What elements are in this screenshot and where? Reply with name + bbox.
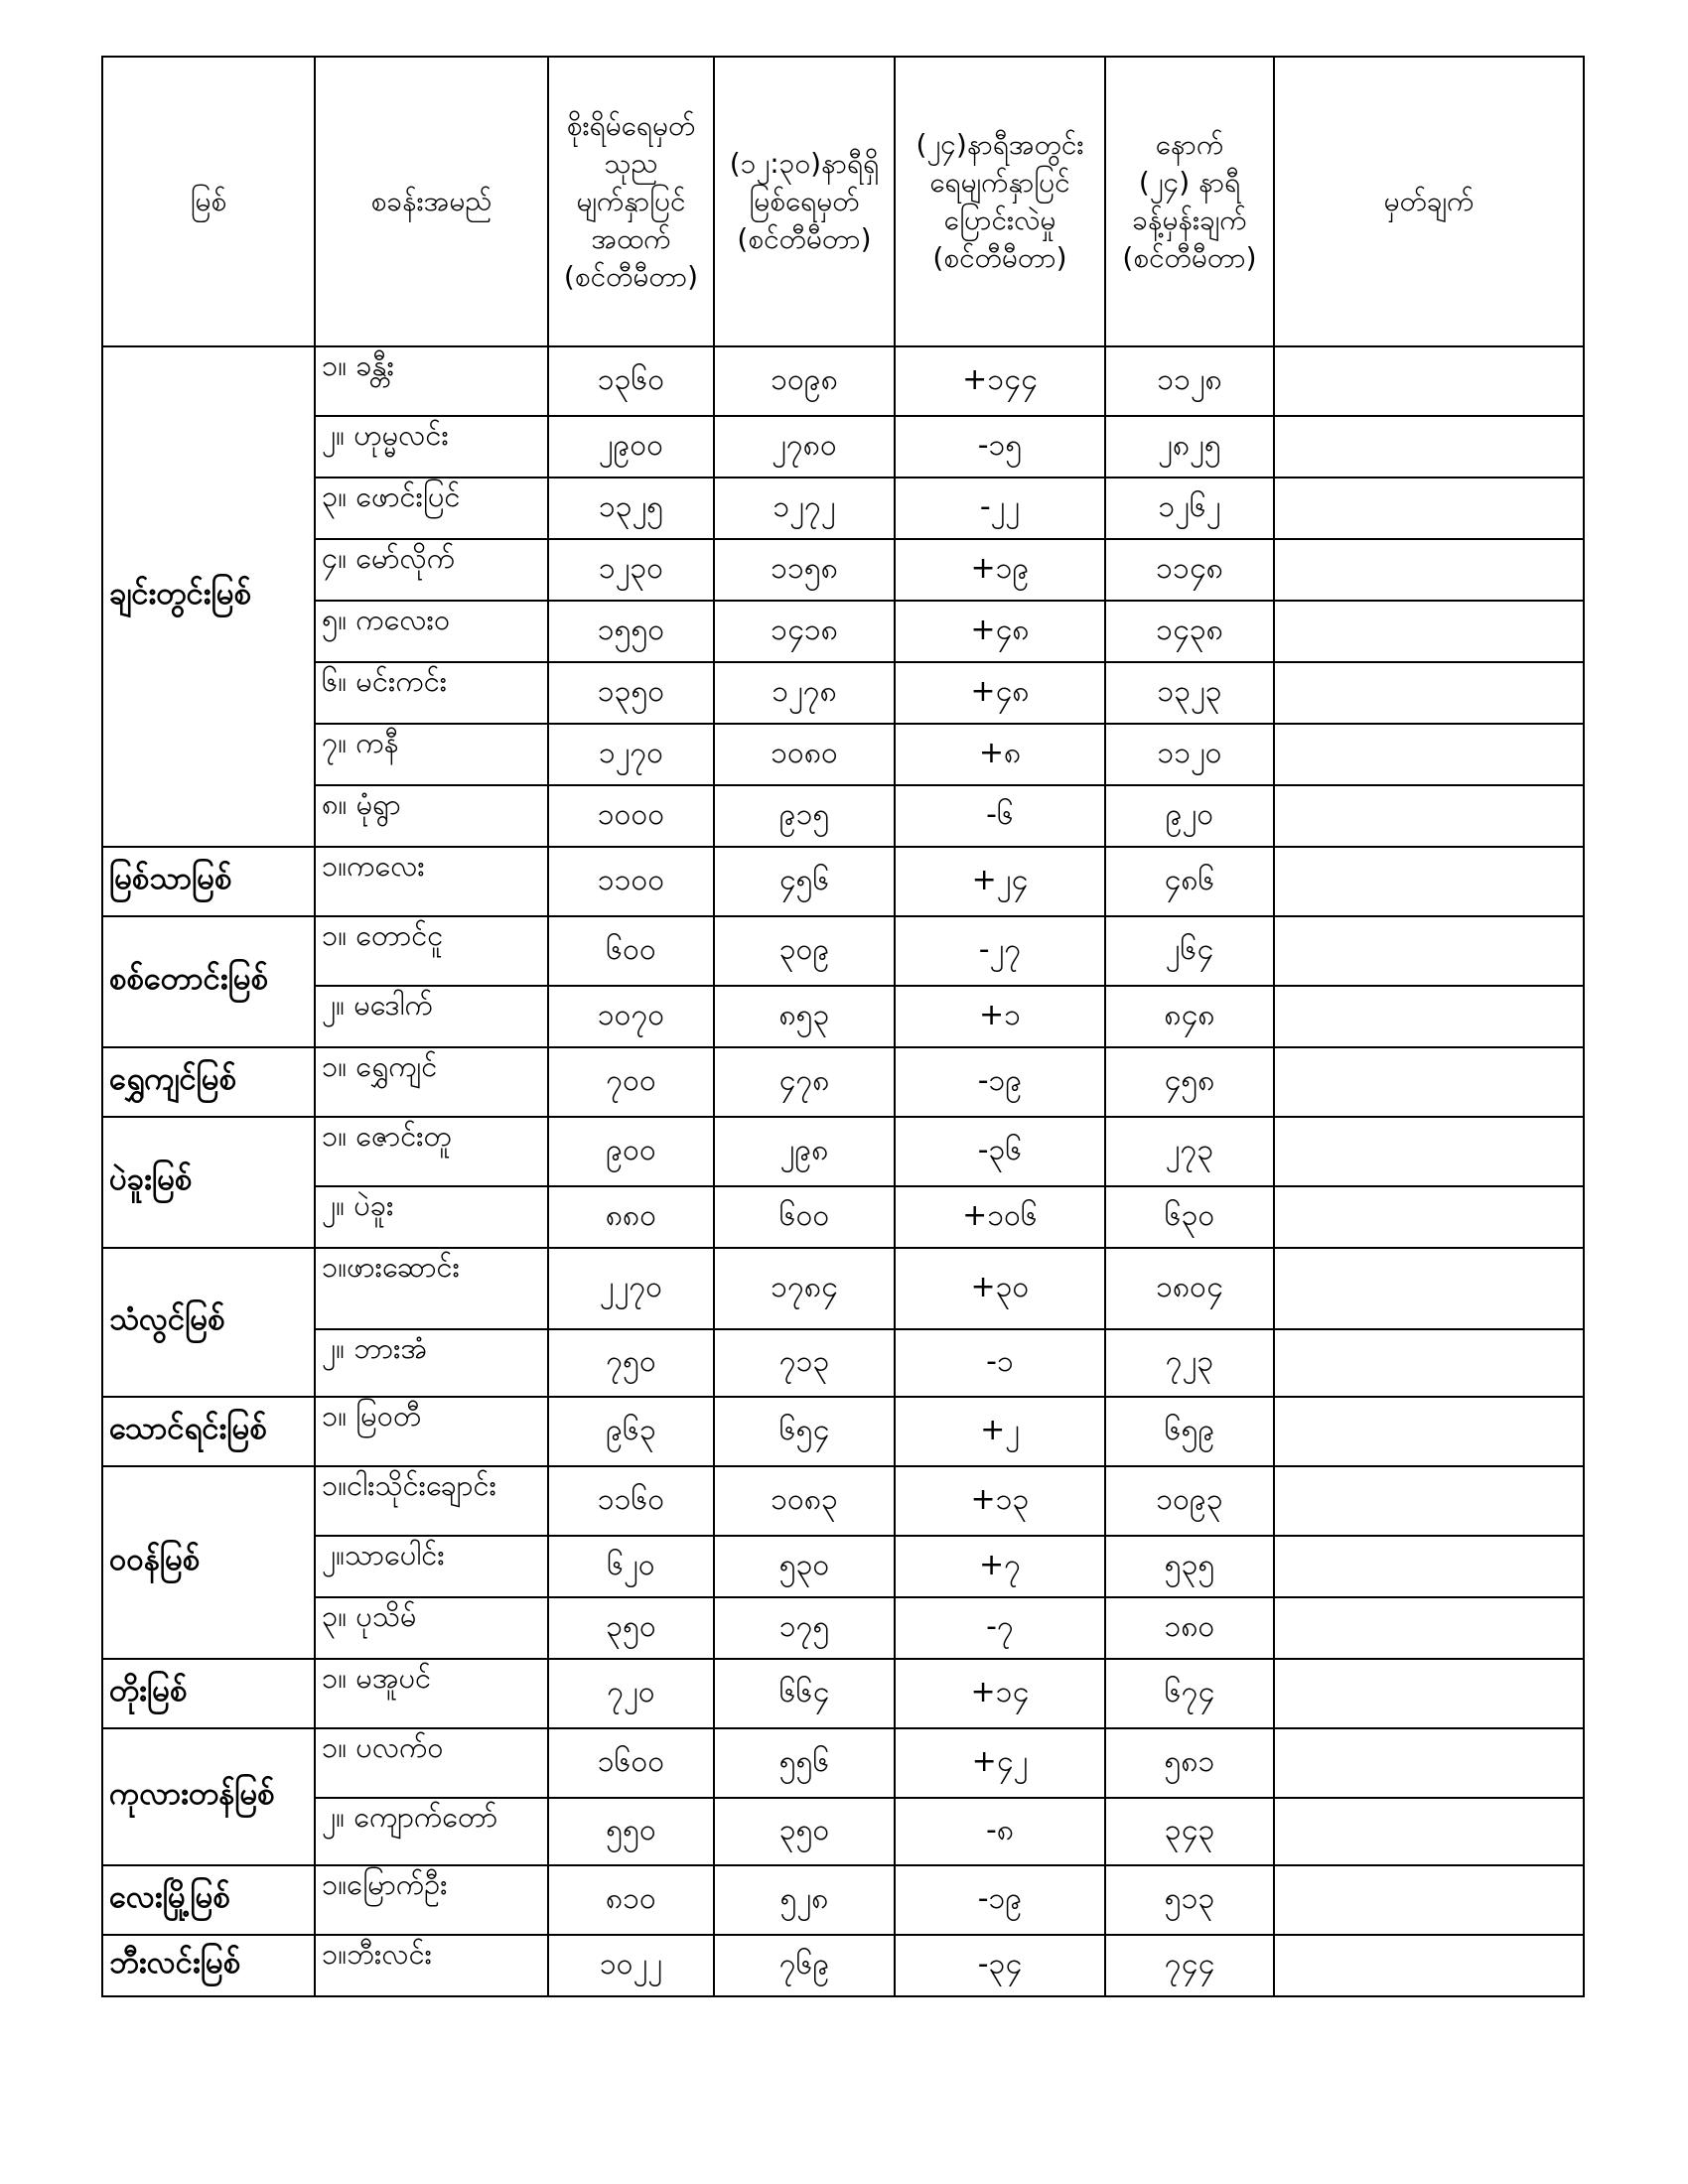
danger-level: ၇၂၀	[548, 1659, 714, 1728]
station-name: ၁။ မြဝတီ	[315, 1397, 548, 1466]
table-row	[102, 416, 1584, 478]
station-name: ၁။ ခန္တီး	[315, 346, 548, 416]
station-name: ၇။ ကနီ	[315, 724, 548, 785]
forecast-level: ၁၁၂၀	[1105, 724, 1274, 785]
remark	[1274, 478, 1584, 539]
header-line: (၂၄) နာရီ	[1138, 166, 1241, 199]
header-line: (၁၂:၃၀)နာရီရှိ	[729, 147, 880, 180]
table-body	[102, 346, 1584, 1996]
header-river	[102, 57, 315, 346]
danger-level: ၃၅၀	[548, 1597, 714, 1659]
level-change: -၁	[895, 1329, 1105, 1397]
remark	[1274, 1329, 1584, 1397]
table-row	[102, 1935, 1584, 1996]
remark	[1274, 785, 1584, 847]
river-name: ကုလားတန်မြစ်	[102, 1728, 315, 1865]
station-name: ၁။ဘီးလင်း	[315, 1935, 548, 1996]
remark	[1274, 1536, 1584, 1597]
current-level: ၁၀၈၃	[714, 1466, 895, 1536]
header-line: ရေမျက်နှာပြင်	[929, 166, 1070, 199]
current-level: ၁၂၇၈	[714, 662, 895, 724]
current-level: ၂၉၈	[714, 1117, 895, 1186]
level-change: -၁၅	[895, 416, 1105, 478]
current-level: ၃၀၉	[714, 916, 895, 986]
current-level: ၉၁၅	[714, 785, 895, 847]
current-level: ၆၆၄	[714, 1659, 895, 1728]
remark	[1274, 601, 1584, 662]
station-name: ၂။ ဘားအံ	[315, 1329, 548, 1397]
level-change: +၁၉	[895, 539, 1105, 601]
station-name: ၅။ ကလေးဝ	[315, 601, 548, 662]
remark	[1274, 986, 1584, 1047]
table-row	[102, 601, 1584, 662]
danger-level: ၉၀၀	[548, 1117, 714, 1186]
header-line: မြစ်ရေမှတ်	[749, 185, 860, 217]
station-name: ၁။ ဇောင်းတူ	[315, 1117, 548, 1186]
forecast-level: ၂၆၄	[1105, 916, 1274, 986]
forecast-level: ၁၁၂၈	[1105, 346, 1274, 416]
header-line: (စင်တီမီတာ)	[932, 241, 1067, 274]
level-change: +၁၀၆	[895, 1186, 1105, 1248]
current-level: ၁၀၈၀	[714, 724, 895, 785]
current-level: ၁၀၉၈	[714, 346, 895, 416]
header-current-level	[714, 57, 895, 346]
table-row	[102, 986, 1584, 1047]
current-level: ၃၅၀	[714, 1798, 895, 1865]
header-line: အထက်	[591, 222, 671, 255]
current-level: ၅၅၆	[714, 1728, 895, 1798]
danger-level: ၁၃၂၅	[548, 478, 714, 539]
level-change: +၃၀	[895, 1248, 1105, 1329]
level-change: +၄၈	[895, 662, 1105, 724]
header-line: မြစ်	[190, 185, 227, 217]
header-line: ခန့်မှန်းချက်	[1132, 204, 1247, 236]
table-row	[102, 1597, 1584, 1659]
table-row	[102, 539, 1584, 601]
station-name: ၂။ မဒေါက်	[315, 986, 548, 1047]
level-change: -၂၂	[895, 478, 1105, 539]
table-row	[102, 478, 1584, 539]
level-change: -၈	[895, 1798, 1105, 1865]
remark	[1274, 1798, 1584, 1865]
forecast-level: ၇၄၄	[1105, 1935, 1274, 1996]
danger-level: ၁၃၆၀	[548, 346, 714, 416]
river-name: လေးမြို့မြစ်	[102, 1865, 315, 1935]
level-change: +၄၈	[895, 601, 1105, 662]
river-name: ချင်းတွင်းမြစ်	[102, 346, 315, 847]
remark	[1274, 847, 1584, 916]
remark	[1274, 1659, 1584, 1728]
level-change: -၁၉	[895, 1047, 1105, 1117]
table-row	[102, 1117, 1584, 1186]
remark	[1274, 662, 1584, 724]
header-line: သုည	[604, 147, 658, 180]
table-row	[102, 1536, 1584, 1597]
station-name: ၁။ကလေး	[315, 847, 548, 916]
forecast-level: ၅၃၅	[1105, 1536, 1274, 1597]
current-level: ၆၀၀	[714, 1186, 895, 1248]
remark	[1274, 1117, 1584, 1186]
table-row	[102, 1248, 1584, 1329]
forecast-level: ၄၅၈	[1105, 1047, 1274, 1117]
station-name: ၂။သာပေါင်း	[315, 1536, 548, 1597]
remark	[1274, 916, 1584, 986]
remark	[1274, 416, 1584, 478]
forecast-level: ၄၈၆	[1105, 847, 1274, 916]
remark	[1274, 1728, 1584, 1798]
table-row	[102, 1466, 1584, 1536]
table-row	[102, 1329, 1584, 1397]
header-line: နောက်	[1155, 128, 1224, 161]
forecast-level: ၃၄၃	[1105, 1798, 1274, 1865]
river-name: ရွှေကျင်မြစ်	[102, 1047, 315, 1117]
remark	[1274, 1186, 1584, 1248]
danger-level: ၁၂၇၀	[548, 724, 714, 785]
forecast-level: ၂၈၂၅	[1105, 416, 1274, 478]
danger-level: ၆၀၀	[548, 916, 714, 986]
station-name: ၂။ ဟုမ္မလင်း	[315, 416, 548, 478]
river-name: စစ်တောင်းမြစ်	[102, 916, 315, 1047]
forecast-level: ၆၃၀	[1105, 1186, 1274, 1248]
level-change: -၂၇	[895, 916, 1105, 986]
header-forecast	[1105, 57, 1274, 346]
table-row	[102, 1865, 1584, 1935]
table-row	[102, 1728, 1584, 1798]
forecast-level: ၂၇၃	[1105, 1117, 1274, 1186]
remark	[1274, 1935, 1584, 1996]
station-name: ၃။ ပုသိမ်	[315, 1597, 548, 1659]
remark	[1274, 1865, 1584, 1935]
current-level: ၆၅၄	[714, 1397, 895, 1466]
table-row	[102, 662, 1584, 724]
remark	[1274, 1597, 1584, 1659]
forecast-level: ၁၈၀	[1105, 1597, 1274, 1659]
station-name: ၂။ ကျောက်တော်	[315, 1798, 548, 1865]
level-change: -၃၆	[895, 1117, 1105, 1186]
danger-level: ၁၃၅၀	[548, 662, 714, 724]
forecast-level: ၁၂၆၂	[1105, 478, 1274, 539]
remark	[1274, 346, 1584, 416]
station-name: ၄။ မော်လိုက်	[315, 539, 548, 601]
danger-level: ၂၉၀၀	[548, 416, 714, 478]
forecast-level: ၁၃၂၃	[1105, 662, 1274, 724]
table-header	[102, 57, 1584, 346]
station-name: ၁။ ရွှေကျင်	[315, 1047, 548, 1117]
header-line: မျက်နှာပြင်	[576, 185, 686, 217]
station-name: ၈။ မုံရွာ	[315, 785, 548, 847]
remark	[1274, 1047, 1584, 1117]
forecast-level: ၁၈၀၄	[1105, 1248, 1274, 1329]
station-name: ၁။ဖားဆောင်း	[315, 1248, 548, 1329]
danger-level: ၁၀၇၀	[548, 986, 714, 1047]
header-row	[102, 57, 1584, 346]
table-row	[102, 724, 1584, 785]
forecast-level: ၁၀၉၃	[1105, 1466, 1274, 1536]
station-name: ၆။ မင်းကင်း	[315, 662, 548, 724]
danger-level: ၁၆၀၀	[548, 1728, 714, 1798]
station-name: ၁။ တောင်ငူ	[315, 916, 548, 986]
river-name: တိုးမြစ်	[102, 1659, 315, 1728]
level-change: +၂	[895, 1397, 1105, 1466]
danger-level: ၅၅၀	[548, 1798, 714, 1865]
river-water-level-table	[101, 56, 1585, 1997]
table-row	[102, 1047, 1584, 1117]
remark	[1274, 1397, 1584, 1466]
level-change: -၁၉	[895, 1865, 1105, 1935]
header-line: (စင်တီမီတာ)	[737, 222, 872, 255]
current-level: ၁၇၈၄	[714, 1248, 895, 1329]
station-name: ၁။မြောက်ဦး	[315, 1865, 548, 1935]
river-name: ဘီးလင်းမြစ်	[102, 1935, 315, 1996]
level-change: +၁၄	[895, 1659, 1105, 1728]
forecast-level: ၈၄၈	[1105, 986, 1274, 1047]
header-remarks	[1274, 57, 1584, 346]
forecast-level: ၅၈၁	[1105, 1728, 1274, 1798]
table-row	[102, 847, 1584, 916]
station-name: ၁။ ပလက်ဝ	[315, 1728, 548, 1798]
forecast-level: ၇၂၃	[1105, 1329, 1274, 1397]
station-name: ၃။ ဖောင်းပြင်	[315, 478, 548, 539]
river-name: မြစ်သာမြစ်	[102, 847, 315, 916]
current-level: ၄၇၈	[714, 1047, 895, 1117]
danger-level: ၆၂၀	[548, 1536, 714, 1597]
table-row	[102, 1186, 1584, 1248]
current-level: ၁၇၅	[714, 1597, 895, 1659]
forecast-level: ၆၅၉	[1105, 1397, 1274, 1466]
station-name: ၂။ ပဲခူး	[315, 1186, 548, 1248]
header-station	[315, 57, 548, 346]
header-line: စခန်းအမည်	[370, 185, 492, 217]
danger-level: ၁၀၀၀	[548, 785, 714, 847]
station-name: ၁။ မအူပင်	[315, 1659, 548, 1728]
danger-level: ၁၁၀၀	[548, 847, 714, 916]
table-row	[102, 1397, 1584, 1466]
current-level: ၁၄၁၈	[714, 601, 895, 662]
table-row	[102, 1798, 1584, 1865]
forecast-level: ၉၂၀	[1105, 785, 1274, 847]
forecast-level: ၅၁၃	[1105, 1865, 1274, 1935]
river-name: ဝဝန်မြစ်	[102, 1466, 315, 1659]
remark	[1274, 724, 1584, 785]
level-change: -၃၄	[895, 1935, 1105, 1996]
table-row	[102, 1659, 1584, 1728]
header-danger-level	[548, 57, 714, 346]
danger-level: ၈၁၀	[548, 1865, 714, 1935]
forecast-level: ၆၇၄	[1105, 1659, 1274, 1728]
danger-level: ၇၀၀	[548, 1047, 714, 1117]
level-change: +၂၄	[895, 847, 1105, 916]
remark	[1274, 539, 1584, 601]
table-row	[102, 785, 1584, 847]
current-level: ၄၅၆	[714, 847, 895, 916]
river-name: ပဲခူးမြစ်	[102, 1117, 315, 1248]
table-row	[102, 346, 1584, 416]
level-change: +၁၃	[895, 1466, 1105, 1536]
danger-level: ၁၅၅၀	[548, 601, 714, 662]
current-level: ၁၁၅၈	[714, 539, 895, 601]
level-change: +၁၄၄	[895, 346, 1105, 416]
remark	[1274, 1248, 1584, 1329]
current-level: ၅၃၀	[714, 1536, 895, 1597]
current-level: ၇၁၃	[714, 1329, 895, 1397]
station-name: ၁။ငါးသိုင်းချောင်း	[315, 1466, 548, 1536]
danger-level: ၈၈၀	[548, 1186, 714, 1248]
table-row	[102, 916, 1584, 986]
header-line: (စင်တီမီတာ)	[1122, 241, 1257, 274]
current-level: ၂၇၈၀	[714, 416, 895, 478]
danger-level: ၂၂၇၀	[548, 1248, 714, 1329]
header-line: မှတ်ချက်	[1383, 185, 1475, 217]
forecast-level: ၁၄၃၈	[1105, 601, 1274, 662]
header-24h-change	[895, 57, 1105, 346]
current-level: ၈၅၃	[714, 986, 895, 1047]
level-change: +၇	[895, 1536, 1105, 1597]
level-change: +၄၂	[895, 1728, 1105, 1798]
header-line: (စင်တီမီတာ)	[563, 260, 699, 293]
remark	[1274, 1466, 1584, 1536]
header-line: စိုးရိမ်ရေမှတ်	[566, 109, 696, 142]
river-name: သံလွင်မြစ်	[102, 1248, 315, 1397]
current-level: ၁၂၇၂	[714, 478, 895, 539]
level-change: -၇	[895, 1597, 1105, 1659]
level-change: +၁	[895, 986, 1105, 1047]
danger-level: ၇၅၀	[548, 1329, 714, 1397]
level-change: +၈	[895, 724, 1105, 785]
danger-level: ၉၆၃	[548, 1397, 714, 1466]
level-change: -၆	[895, 785, 1105, 847]
current-level: ၅၂၈	[714, 1865, 895, 1935]
danger-level: ၁၀၂၂	[548, 1935, 714, 1996]
header-line: (၂၄)နာရီအတွင်း	[915, 128, 1084, 161]
danger-level: ၁၁၆၀	[548, 1466, 714, 1536]
river-name: သောင်ရင်းမြစ်	[102, 1397, 315, 1466]
danger-level: ၁၂၃၀	[548, 539, 714, 601]
header-line: ပြောင်းလဲမှု	[943, 204, 1056, 236]
current-level: ၇၆၉	[714, 1935, 895, 1996]
forecast-level: ၁၁၄၈	[1105, 539, 1274, 601]
